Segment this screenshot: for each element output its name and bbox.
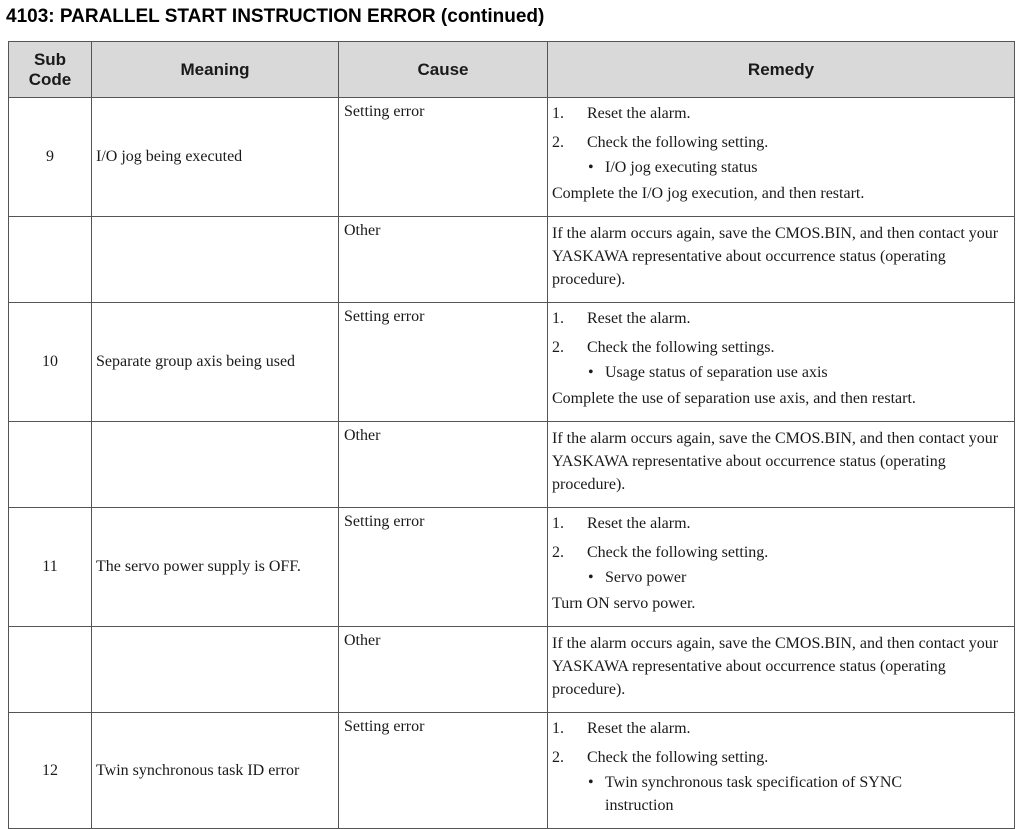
step-number: 2. [552, 544, 564, 561]
meaning-cell: The servo power supply is OFF. [92, 508, 339, 627]
remedy-text: If the alarm occurs again, save the CMOS.BIN, and then contact your YASKAWA representative about occurrence status (operating procedure). [552, 635, 999, 698]
step-number: 2. [552, 749, 564, 766]
remedy-step [552, 543, 1010, 566]
header-cause: Cause [339, 42, 548, 98]
bullet-list [552, 156, 1010, 179]
meaning-cell: Twin synchronous task ID error [92, 713, 339, 829]
bullet-list [552, 771, 1010, 817]
step-text: Check the following setting. [587, 749, 769, 766]
remedy-cell [548, 508, 1015, 627]
meaning-cell [92, 627, 339, 713]
remedy-text: If the alarm occurs again, save the CMOS.BIN, and then contact your YASKAWA representative about occurrence status (operating procedure). [552, 225, 999, 288]
remedy-note: Complete the use of separation use axis, and then restart. [552, 390, 916, 407]
bullet-item [588, 771, 945, 817]
step-text: Check the following settings. [587, 339, 775, 356]
table-row [9, 627, 1015, 713]
remedy-cell [548, 422, 1015, 508]
sub-code-cell [9, 217, 92, 303]
sub-code-cell: 12 [9, 713, 92, 829]
remedy-cell [548, 627, 1015, 713]
table-row [9, 303, 1015, 422]
step-number: 1. [552, 515, 564, 532]
alarm-table [8, 41, 1015, 829]
sub-code-cell: 9 [9, 98, 92, 217]
header-remedy: Remedy [548, 42, 1015, 98]
step-text: Reset the alarm. [587, 310, 691, 327]
bullet-item [588, 566, 1010, 589]
sub-code-cell: 10 [9, 303, 92, 422]
remedy-note: Turn ON servo power. [552, 595, 696, 612]
table-row [9, 217, 1015, 303]
table-header-row [9, 42, 1015, 98]
remedy-text: If the alarm occurs again, save the CMOS.BIN, and then contact your YASKAWA representative about occurrence status (operating procedure). [552, 430, 999, 493]
remedy-step [552, 309, 1010, 332]
cause-cell: Setting error [339, 303, 548, 422]
meaning-cell: Separate group axis being used [92, 303, 339, 422]
step-text: Check the following setting. [587, 134, 769, 151]
page-title: 4103: PARALLEL START INSTRUCTION ERROR (continued) [6, 6, 545, 27]
bullet-text: Servo power [605, 569, 687, 586]
bullet-list [552, 566, 1010, 589]
table-row [9, 713, 1015, 829]
step-text: Reset the alarm. [587, 515, 691, 532]
table-row [9, 98, 1015, 217]
remedy-cell [548, 303, 1015, 422]
header-meaning: Meaning [92, 42, 339, 98]
meaning-cell: I/O jog being executed [92, 98, 339, 217]
remedy-note: Complete the I/O jog execution, and then restart. [552, 185, 865, 202]
remedy-cell [548, 98, 1015, 217]
meaning-cell [92, 217, 339, 303]
meaning-cell [92, 422, 339, 508]
bullet-text: I/O jog executing status [605, 159, 758, 176]
bullet-text: Usage status of separation use axis [605, 364, 828, 381]
remedy-cell [548, 713, 1015, 829]
bullet-icon: • [588, 774, 594, 791]
bullet-list [552, 361, 1010, 384]
sub-code-cell [9, 422, 92, 508]
step-number: 1. [552, 720, 564, 737]
table-row [9, 422, 1015, 508]
bullet-text: Twin synchronous task specification of SYNC instruction [605, 774, 903, 814]
bullet-icon: • [588, 364, 594, 381]
cause-cell: Setting error [339, 713, 548, 829]
bullet-icon: • [588, 159, 594, 176]
remedy-step [552, 514, 1010, 537]
cause-cell: Other [339, 422, 548, 508]
remedy-step [552, 719, 1010, 742]
bullet-item [588, 156, 1010, 179]
header-sub-code: Sub Code [9, 42, 92, 98]
remedy-step [552, 104, 1010, 127]
remedy-cell [548, 217, 1015, 303]
remedy-step [552, 748, 1010, 771]
step-number: 2. [552, 339, 564, 356]
cause-cell: Setting error [339, 508, 548, 627]
step-number: 2. [552, 134, 564, 151]
sub-code-cell [9, 627, 92, 713]
bullet-item [588, 361, 1010, 384]
step-text: Reset the alarm. [587, 720, 691, 737]
remedy-step [552, 338, 1010, 361]
cause-cell: Other [339, 217, 548, 303]
step-number: 1. [552, 310, 564, 327]
cause-cell: Other [339, 627, 548, 713]
step-text: Check the following setting. [587, 544, 769, 561]
bullet-icon: • [588, 569, 594, 586]
remedy-step [552, 133, 1010, 156]
step-text: Reset the alarm. [587, 105, 691, 122]
step-number: 1. [552, 105, 564, 122]
sub-code-cell: 11 [9, 508, 92, 627]
table-row [9, 508, 1015, 627]
cause-cell: Setting error [339, 98, 548, 217]
